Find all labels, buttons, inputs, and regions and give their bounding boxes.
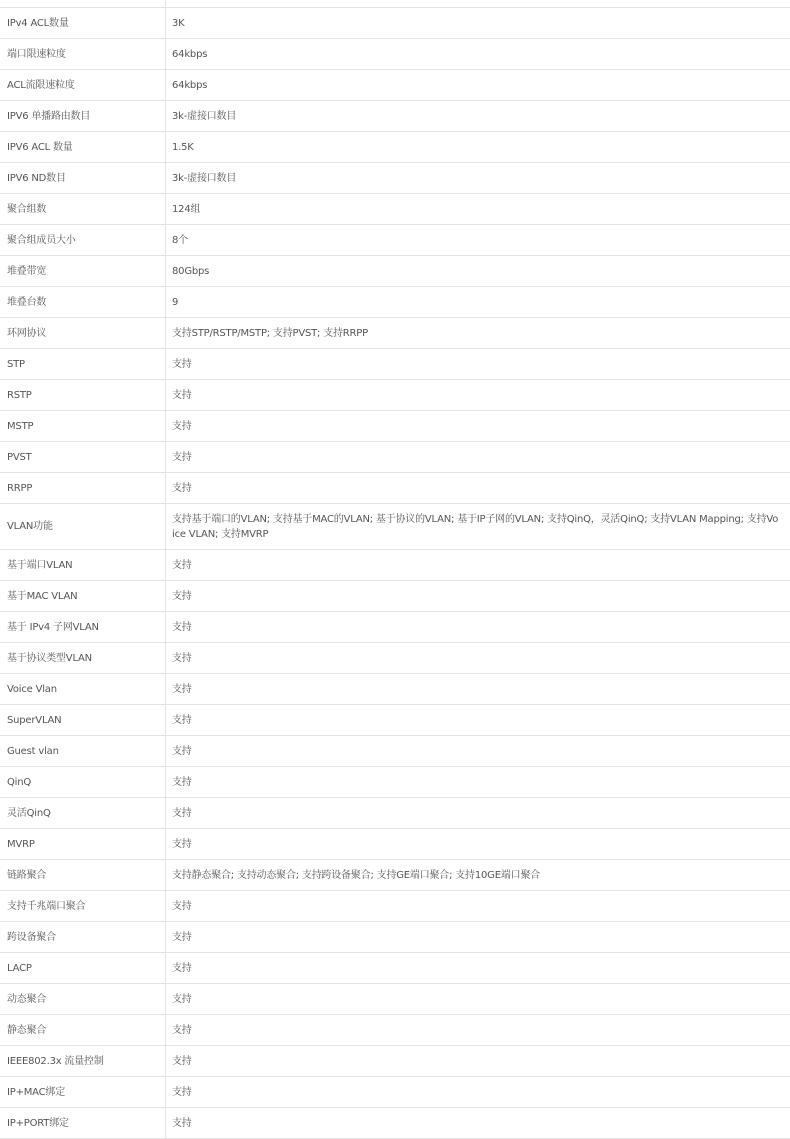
spec-value: 支持 [166, 1046, 790, 1077]
spec-key: RRPP [0, 473, 166, 504]
spec-key: IPV6 单播路由数目 [0, 101, 166, 132]
spec-key: QinQ [0, 767, 166, 798]
spec-key: 聚合组成员大小 [0, 225, 166, 256]
spec-key: PVST [0, 442, 166, 473]
spec-key [0, 0, 166, 8]
spec-value: 支持 [166, 643, 790, 674]
spec-key: 基于端口VLAN [0, 550, 166, 581]
spec-value: 1.5K [166, 132, 790, 163]
spec-value: 支持基于端口的VLAN; 支持基于MAC的VLAN; 基于协议的VLAN; 基于IP子网的VLAN; 支持QinQ，灵活QinQ; 支持VLAN Mapping; 支持Voice VLAN; 支持MVRP [166, 504, 790, 550]
table-row [0, 953, 790, 984]
spec-key: IPV6 ND数目 [0, 163, 166, 194]
spec-value: 124组 [166, 194, 790, 225]
table-row [0, 643, 790, 674]
spec-value: 支持 [166, 380, 790, 411]
table-row [0, 256, 790, 287]
spec-key: IPv4 ACL数量 [0, 8, 166, 39]
spec-value: 支持 [166, 411, 790, 442]
spec-value: 支持 [166, 1077, 790, 1108]
table-row [0, 39, 790, 70]
table-row [0, 798, 790, 829]
spec-key: IPV6 ACL 数量 [0, 132, 166, 163]
table-row [0, 287, 790, 318]
table-row [0, 132, 790, 163]
table-row [0, 1015, 790, 1046]
spec-key: 链路聚合 [0, 860, 166, 891]
spec-key: MVRP [0, 829, 166, 860]
spec-value: 支持 [166, 473, 790, 504]
spec-key: 灵活QinQ [0, 798, 166, 829]
spec-key: MSTP [0, 411, 166, 442]
table-row [0, 581, 790, 612]
spec-key: IEEE802.3x 流量控制 [0, 1046, 166, 1077]
spec-key: 端口限速粒度 [0, 39, 166, 70]
spec-value: 支持 [166, 953, 790, 984]
table-row [0, 318, 790, 349]
spec-value: 支持 [166, 922, 790, 953]
spec-key: STP [0, 349, 166, 380]
spec-key: VLAN功能 [0, 504, 166, 550]
table-row [0, 736, 790, 767]
spec-key: ACL流限速粒度 [0, 70, 166, 101]
table-row [0, 1108, 790, 1139]
spec-key: 环网协议 [0, 318, 166, 349]
table-row [0, 163, 790, 194]
spec-value: 支持 [166, 612, 790, 643]
table-row [0, 504, 790, 550]
spec-key: 动态聚合 [0, 984, 166, 1015]
table-row [0, 70, 790, 101]
spec-value: 8个 [166, 225, 790, 256]
table-row [0, 674, 790, 705]
spec-key: RSTP [0, 380, 166, 411]
table-row [0, 1077, 790, 1108]
table-row [0, 349, 790, 380]
spec-value: 64kbps [166, 70, 790, 101]
table-row [0, 473, 790, 504]
spec-key: 支持千兆端口聚合 [0, 891, 166, 922]
spec-value: 支持 [166, 767, 790, 798]
spec-value: 支持 [166, 829, 790, 860]
spec-value: 3k-虚接口数目 [166, 101, 790, 132]
spec-value: 支持 [166, 349, 790, 380]
spec-value: 3K [166, 8, 790, 39]
spec-key: 跨设备聚合 [0, 922, 166, 953]
spec-value: 支持 [166, 442, 790, 473]
spec-value: 支持静态聚合; 支持动态聚合; 支持跨设备聚合; 支持GE端口聚合; 支持10GE端口聚合 [166, 860, 790, 891]
table-row [0, 922, 790, 953]
spec-value: 支持 [166, 550, 790, 581]
spec-value: 支持 [166, 984, 790, 1015]
table-row [0, 984, 790, 1015]
table-row [0, 891, 790, 922]
spec-key: 聚合组数 [0, 194, 166, 225]
spec-key: 基于协议类型VLAN [0, 643, 166, 674]
table-row [0, 705, 790, 736]
table-row [0, 194, 790, 225]
spec-key: Guest vlan [0, 736, 166, 767]
spec-value: 支持 [166, 891, 790, 922]
spec-value: 9 [166, 287, 790, 318]
spec-key: 基于MAC VLAN [0, 581, 166, 612]
spec-value [166, 0, 790, 8]
table-row [0, 380, 790, 411]
spec-key: 堆叠带宽 [0, 256, 166, 287]
spec-value: 支持 [166, 705, 790, 736]
table-row [0, 612, 790, 643]
spec-value: 支持 [166, 1108, 790, 1139]
table-row [0, 829, 790, 860]
table-row [0, 225, 790, 256]
spec-value: 64kbps [166, 39, 790, 70]
spec-value: 支持 [166, 581, 790, 612]
spec-key: 静态聚合 [0, 1015, 166, 1046]
table-row [0, 0, 790, 8]
spec-value: 80Gbps [166, 256, 790, 287]
spec-value: 支持 [166, 736, 790, 767]
table-row [0, 1046, 790, 1077]
table-row [0, 550, 790, 581]
table-row [0, 411, 790, 442]
table-row [0, 8, 790, 39]
spec-value: 支持STP/RSTP/MSTP; 支持PVST; 支持RRPP [166, 318, 790, 349]
spec-key: LACP [0, 953, 166, 984]
spec-value: 支持 [166, 674, 790, 705]
spec-value: 3k-虚接口数目 [166, 163, 790, 194]
spec-value: 支持 [166, 798, 790, 829]
table-row [0, 101, 790, 132]
table-row [0, 442, 790, 473]
spec-key: IP+MAC绑定 [0, 1077, 166, 1108]
spec-key: SuperVLAN [0, 705, 166, 736]
spec-key: 基于 IPv4 子网VLAN [0, 612, 166, 643]
spec-key: IP+PORT绑定 [0, 1108, 166, 1139]
table-row [0, 767, 790, 798]
table-row [0, 860, 790, 891]
spec-key: Voice Vlan [0, 674, 166, 705]
spec-key: 堆叠台数 [0, 287, 166, 318]
spec-value: 支持 [166, 1015, 790, 1046]
